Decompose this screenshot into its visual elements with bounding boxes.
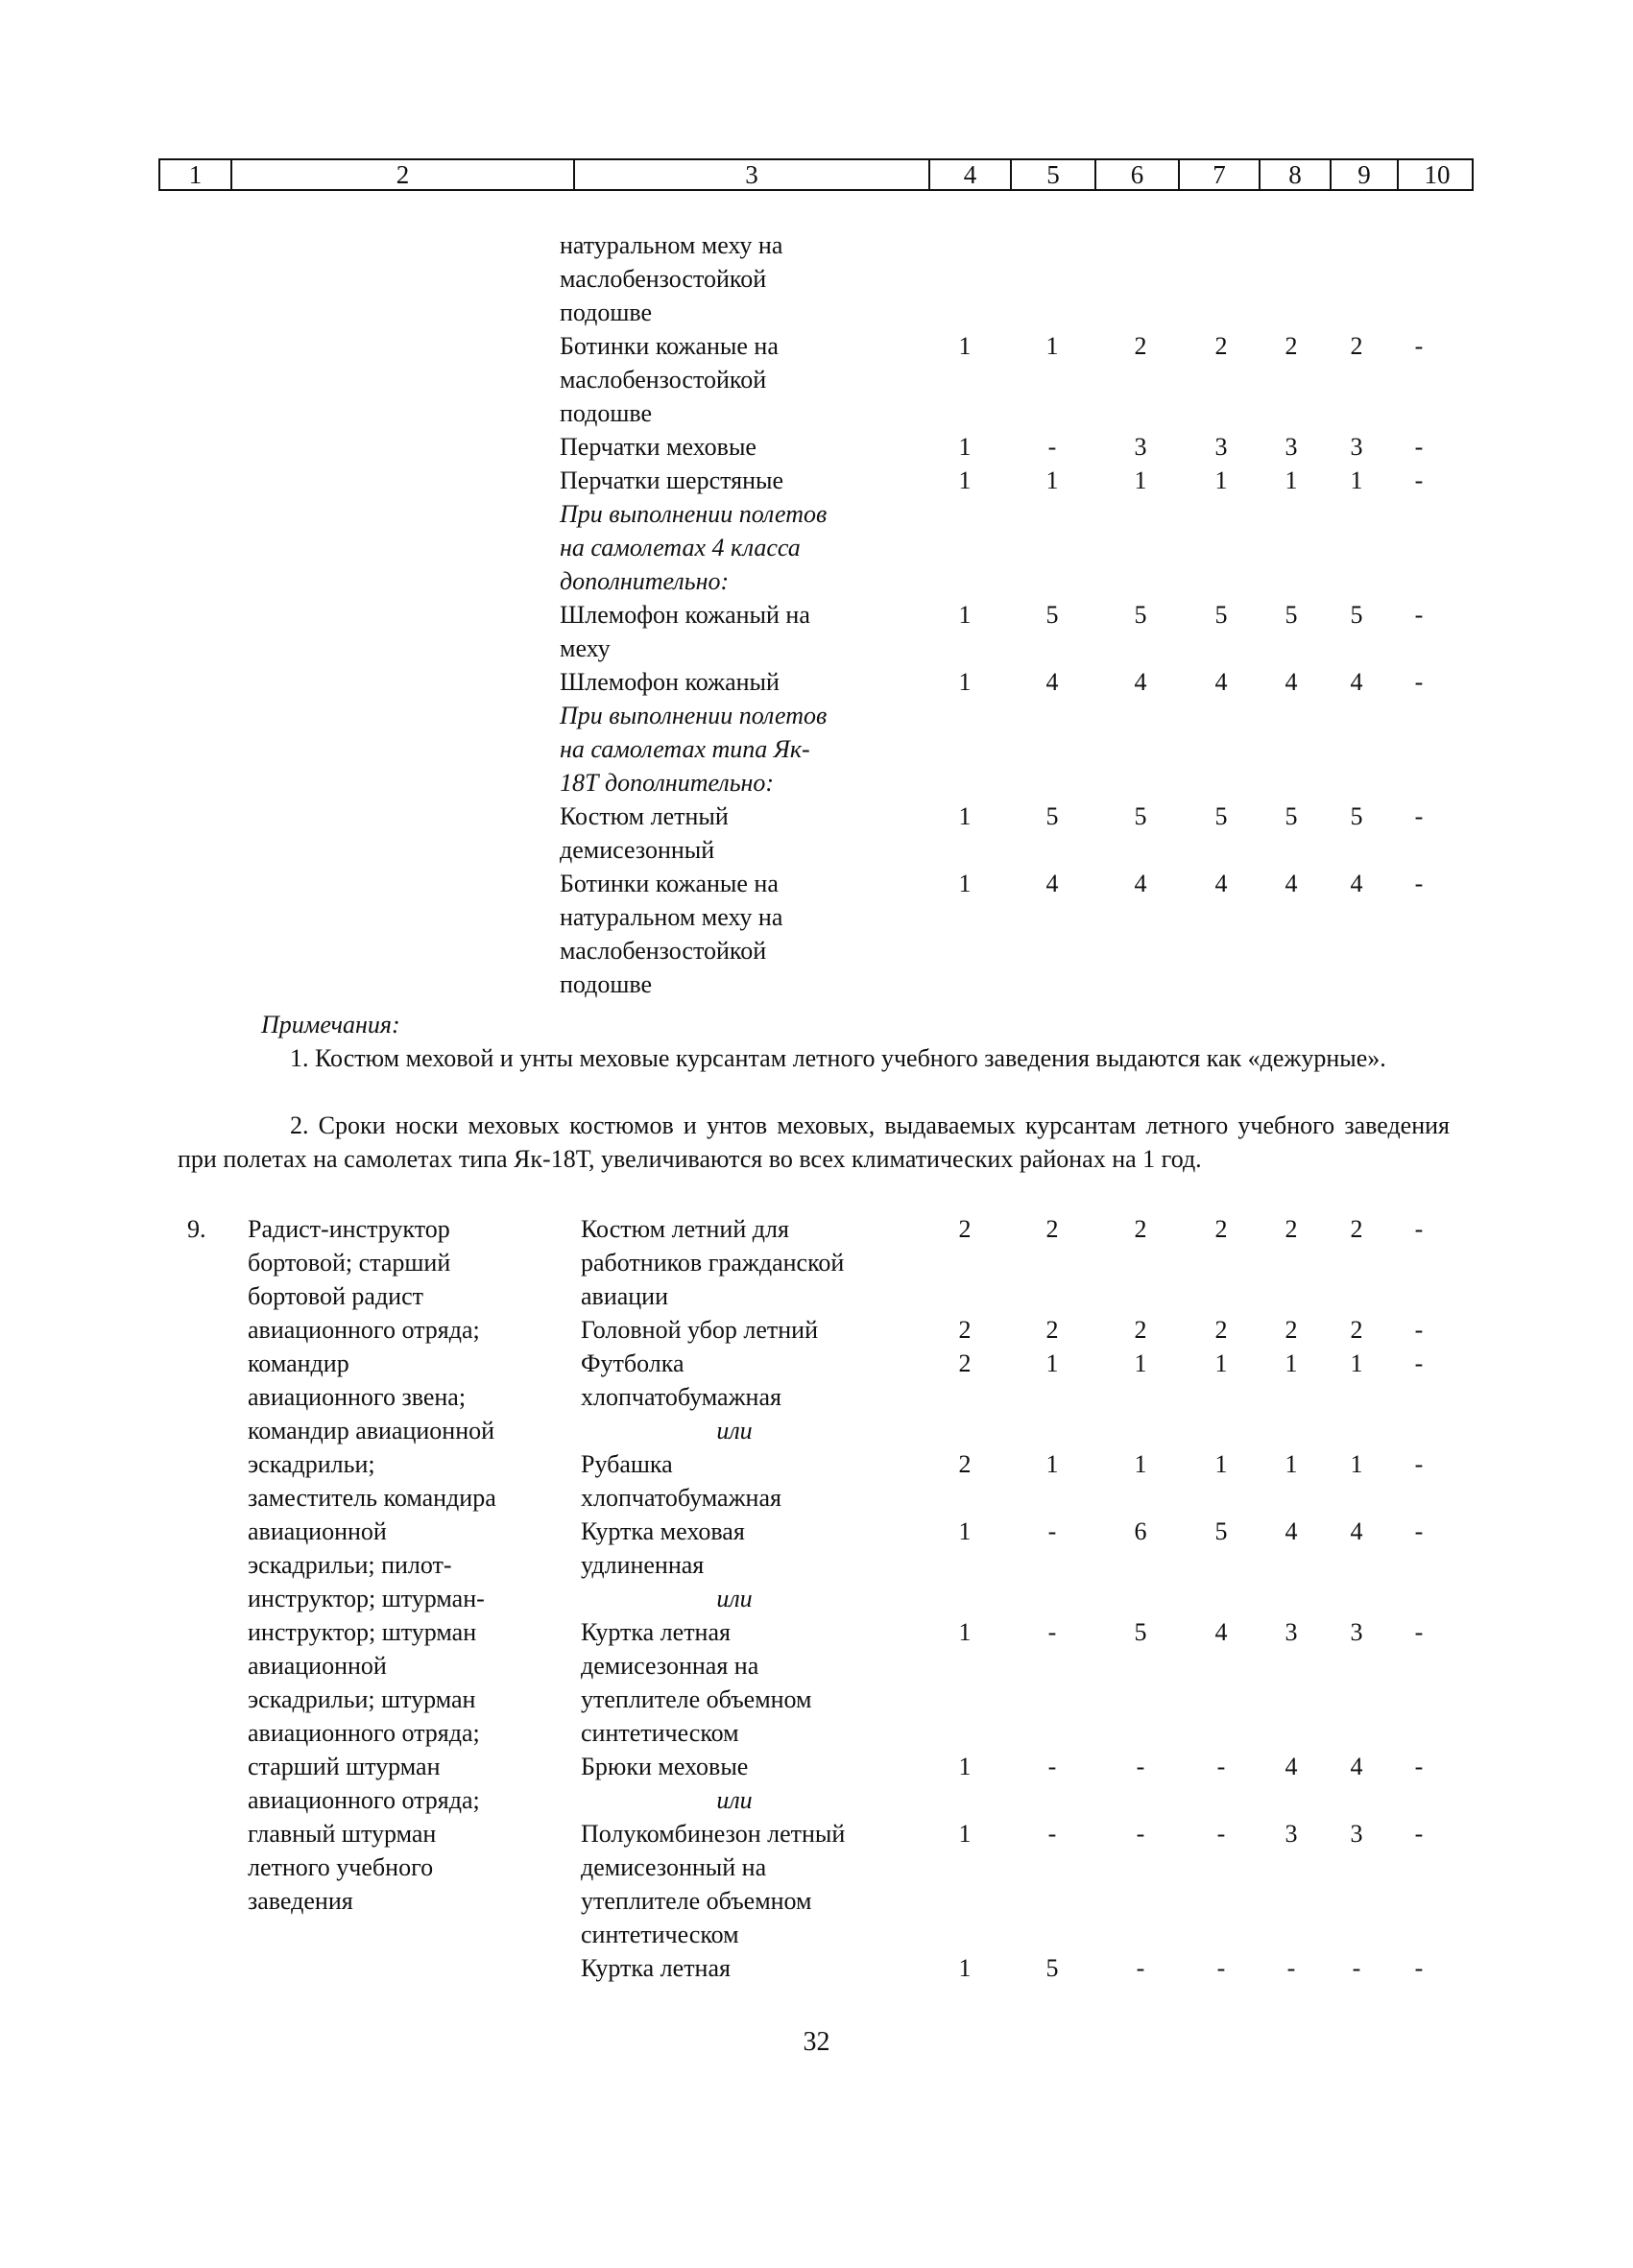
norm-value-col-7: 3	[1214, 433, 1228, 461]
norm-value-col-6: 1	[1134, 466, 1147, 494]
item-name-line: демисезонная на	[581, 1652, 759, 1680]
norm-value-col-10: -	[1414, 1215, 1424, 1243]
position-title-line: бортовой; старший	[248, 1249, 451, 1277]
norm-value-col-5: -	[1047, 433, 1057, 461]
position-title-line: авиационного звена;	[248, 1383, 467, 1411]
norm-value-col-7: 1	[1214, 466, 1228, 494]
norm-value-col-9: 4	[1350, 870, 1363, 897]
norm-value-col-9: 2	[1350, 332, 1363, 360]
column-header-7: 7	[1178, 160, 1259, 189]
norm-value-col-7: 4	[1214, 870, 1228, 897]
column-header-6: 6	[1094, 160, 1178, 189]
item-name-line: на самолетах типа Як-	[560, 735, 810, 763]
item-name-line: При выполнении полетов	[560, 702, 828, 729]
item-name-line: Футболка	[581, 1349, 684, 1377]
item-name-line: синтетическом	[581, 1719, 739, 1747]
column-header-3: 3	[573, 160, 928, 189]
norm-value-col-5: 1	[1045, 466, 1059, 494]
norm-value-col-5: -	[1047, 1618, 1057, 1646]
norm-value-col-6: 2	[1134, 1215, 1147, 1243]
position-title-line: эскадрильи; штурман	[248, 1685, 476, 1713]
norm-value-col-9: 4	[1350, 1517, 1363, 1545]
norm-value-col-7: 5	[1214, 601, 1228, 629]
norm-value-col-6: -	[1136, 1820, 1145, 1848]
norm-value-col-4: 1	[958, 466, 972, 494]
norm-value-col-10: -	[1414, 1349, 1424, 1377]
norm-value-col-9: 5	[1350, 802, 1363, 830]
norm-value-col-4: 1	[958, 1820, 972, 1848]
norm-value-col-4: 1	[958, 601, 972, 629]
item-name-line: Ботинки кожаные на	[560, 332, 779, 360]
norm-value-col-4: 2	[958, 1316, 972, 1344]
norm-value-col-10: -	[1414, 802, 1424, 830]
item-name-line: Полукомбинезон летный	[581, 1820, 846, 1848]
norm-value-col-6: 6	[1134, 1517, 1147, 1545]
norm-value-col-7: -	[1216, 1753, 1226, 1780]
norm-value-col-8: 2	[1285, 1215, 1298, 1243]
item-name-line: демисезонный	[560, 836, 715, 864]
norm-value-col-9: 4	[1350, 668, 1363, 696]
norm-value-col-4: 1	[958, 870, 972, 897]
norm-value-col-4: 1	[958, 668, 972, 696]
norm-value-col-5: 1	[1045, 332, 1059, 360]
norm-value-col-10: -	[1414, 1954, 1424, 1982]
norm-value-col-4: 1	[958, 802, 972, 830]
position-title-line: инструктор; штурман-	[248, 1585, 485, 1612]
item-name-line: меху	[560, 634, 611, 662]
norm-value-col-10: -	[1414, 601, 1424, 629]
norm-value-col-9: -	[1352, 1954, 1361, 1982]
norm-value-col-7: 4	[1214, 668, 1228, 696]
norm-value-col-5: 4	[1045, 870, 1059, 897]
norm-value-col-6: 4	[1134, 870, 1147, 897]
item-name-line: Перчатки меховые	[560, 433, 756, 461]
norm-value-col-5: 2	[1045, 1316, 1059, 1344]
notes-title: Примечания:	[261, 1011, 400, 1039]
norm-value-col-4: 2	[958, 1349, 972, 1377]
norm-value-col-10: -	[1414, 466, 1424, 494]
norm-value-col-8: 4	[1285, 1517, 1298, 1545]
norm-value-col-7: -	[1216, 1820, 1226, 1848]
norm-value-col-8: 5	[1285, 601, 1298, 629]
norm-value-col-4: 1	[958, 1954, 972, 1982]
item-name-line: Костюм летный	[560, 802, 729, 830]
item-name-line: или	[716, 1417, 753, 1444]
column-header-10: 10	[1397, 160, 1476, 189]
norm-value-col-8: 1	[1285, 1450, 1298, 1478]
item-name-line: работников гражданской	[581, 1249, 845, 1277]
position-title-line: Радист-инструктор	[248, 1215, 450, 1243]
item-name-line: удлиненная	[581, 1551, 705, 1579]
norm-value-col-6: 2	[1134, 1316, 1147, 1344]
norm-value-col-6: 5	[1134, 1618, 1147, 1646]
note-paragraph	[178, 1041, 1450, 1075]
column-header-5: 5	[1010, 160, 1094, 189]
norm-value-col-6: 3	[1134, 433, 1147, 461]
norm-value-col-8: 3	[1285, 1820, 1298, 1848]
page-number: 32	[803, 2027, 830, 2057]
item-name-line: или	[716, 1585, 753, 1612]
item-name-line: При выполнении полетов	[560, 500, 828, 528]
column-header-8: 8	[1259, 160, 1330, 189]
norm-value-col-6: 1	[1134, 1349, 1147, 1377]
norm-value-col-5: -	[1047, 1753, 1057, 1780]
norm-value-col-9: 3	[1350, 1618, 1363, 1646]
item-name-line: маслобензостойкой	[560, 265, 767, 293]
column-header-2: 2	[230, 160, 573, 189]
norm-value-col-10: -	[1414, 870, 1424, 897]
norm-value-col-8: 3	[1285, 433, 1298, 461]
position-title-line: летного учебного	[248, 1853, 434, 1881]
norm-value-col-7: 2	[1214, 332, 1228, 360]
norm-value-col-5: 1	[1045, 1450, 1059, 1478]
position-title-line: авиационного отряда;	[248, 1316, 480, 1344]
norm-value-col-5: 5	[1045, 601, 1059, 629]
item-name-line: Костюм летний для	[581, 1215, 789, 1243]
norm-value-col-4: 1	[958, 332, 972, 360]
position-title-line: эскадрильи; пилот-	[248, 1551, 452, 1579]
item-name-line: Перчатки шерстяные	[560, 466, 784, 494]
column-header-1: 1	[188, 160, 203, 189]
item-name-line: авиации	[581, 1282, 669, 1310]
norm-value-col-7: 5	[1214, 802, 1228, 830]
norm-value-col-5: 4	[1045, 668, 1059, 696]
item-name-line: дополнительно:	[560, 567, 730, 595]
item-name-line: подошве	[560, 399, 653, 427]
norm-value-col-7: 2	[1214, 1316, 1228, 1344]
item-name-line: Куртка меховая	[581, 1517, 745, 1545]
item-name-line: маслобензостойкой	[560, 366, 767, 394]
norm-value-col-8: 4	[1285, 668, 1298, 696]
position-title-line: авиационного отряда;	[248, 1786, 480, 1814]
norm-value-col-5: -	[1047, 1517, 1057, 1545]
column-header-row	[158, 158, 1474, 191]
norm-value-col-10: -	[1414, 433, 1424, 461]
column-header-9: 9	[1330, 160, 1397, 189]
item-name-line: Шлемофон кожаный	[560, 668, 780, 696]
norm-value-col-8: 2	[1285, 332, 1298, 360]
norm-value-col-9: 1	[1350, 1450, 1363, 1478]
norm-value-col-9: 5	[1350, 601, 1363, 629]
position-title-line: командир	[248, 1349, 349, 1377]
norm-value-col-8: 5	[1285, 802, 1298, 830]
position-title-line: авиационной	[248, 1652, 387, 1680]
norm-value-col-10: -	[1414, 1820, 1424, 1848]
norm-value-col-8: 1	[1285, 1349, 1298, 1377]
norm-value-col-4: 1	[958, 1753, 972, 1780]
norm-value-col-6: 2	[1134, 332, 1147, 360]
position-title-line: авиационной	[248, 1517, 387, 1545]
norm-value-col-4: 2	[958, 1215, 972, 1243]
norm-value-col-8: 4	[1285, 870, 1298, 897]
norm-value-col-9: 2	[1350, 1215, 1363, 1243]
item-name-line: маслобензостойкой	[560, 937, 767, 965]
norm-value-col-9: 3	[1350, 1820, 1363, 1848]
norm-value-col-8: 1	[1285, 466, 1298, 494]
item-name-line: подошве	[560, 298, 653, 326]
norm-value-col-7: 4	[1214, 1618, 1228, 1646]
item-name-line: или	[716, 1786, 753, 1814]
item-name-line: 18Т дополнительно:	[560, 769, 775, 797]
note-text: 1. Костюм меховой и унты меховые курсантам летного учебного заведения выдаются как «дежурные».	[290, 1044, 1386, 1072]
norm-value-col-10: -	[1414, 668, 1424, 696]
norm-value-col-7: 1	[1214, 1349, 1228, 1377]
norm-value-col-10: -	[1414, 1450, 1424, 1478]
norm-value-col-5: 2	[1045, 1215, 1059, 1243]
norm-value-col-5: 5	[1045, 1954, 1059, 1982]
item-number: 9.	[187, 1215, 206, 1243]
item-name-line: на самолетах 4 класса	[560, 534, 801, 561]
norm-value-col-9: 2	[1350, 1316, 1363, 1344]
position-title-line: старший штурман	[248, 1753, 441, 1780]
norm-value-col-4: 1	[958, 1517, 972, 1545]
norm-value-col-9: 1	[1350, 466, 1363, 494]
item-name-line: Рубашка	[581, 1450, 673, 1478]
norm-value-col-9: 3	[1350, 433, 1363, 461]
norm-value-col-10: -	[1414, 1618, 1424, 1646]
norm-value-col-9: 1	[1350, 1349, 1363, 1377]
item-name-line: Ботинки кожаные на	[560, 870, 779, 897]
position-title-line: эскадрильи;	[248, 1450, 375, 1478]
norm-value-col-6: -	[1136, 1954, 1145, 1982]
norm-value-col-4: 1	[958, 1618, 972, 1646]
norm-value-col-4: 2	[958, 1450, 972, 1478]
item-name-line: хлопчатобумажная	[581, 1484, 781, 1512]
norm-value-col-8: -	[1286, 1954, 1296, 1982]
item-name-line: Куртка летная	[581, 1954, 731, 1982]
item-name-line: синтетическом	[581, 1921, 739, 1948]
norm-value-col-10: -	[1414, 1517, 1424, 1545]
position-title-line: инструктор; штурман	[248, 1618, 477, 1646]
norm-value-col-5: 5	[1045, 802, 1059, 830]
norm-value-col-10: -	[1414, 332, 1424, 360]
item-name-line: Шлемофон кожаный на	[560, 601, 810, 629]
item-name-line: Куртка летная	[581, 1618, 731, 1646]
item-name-line: утеплителе объемном	[581, 1887, 812, 1915]
norm-value-col-6: -	[1136, 1753, 1145, 1780]
item-name-line: Головной убор летний	[581, 1316, 818, 1344]
position-title-line: авиационного отряда;	[248, 1719, 480, 1747]
item-name-line: подошве	[560, 970, 653, 998]
position-title-line: заведения	[248, 1887, 353, 1915]
item-name-line: демисезонный на	[581, 1853, 767, 1881]
note-text: 2. Сроки носки меховых костюмов и унтов меховых, выдаваемых курсантам летного учебного заведения при полетах на самолетах типа Як-18Т, увеличиваются во всех климатических районах на 1 год.	[178, 1111, 1450, 1173]
norm-value-col-6: 5	[1134, 601, 1147, 629]
norm-value-col-7: -	[1216, 1954, 1226, 1982]
column-header-4: 4	[928, 160, 1010, 189]
norm-value-col-6: 4	[1134, 668, 1147, 696]
position-title-line: командир авиационной	[248, 1417, 495, 1444]
position-title-line: бортовой радист	[248, 1282, 424, 1310]
norm-value-col-6: 1	[1134, 1450, 1147, 1478]
item-name-line: натуральном меху на	[560, 231, 783, 259]
norm-value-col-7: 1	[1214, 1450, 1228, 1478]
norm-value-col-6: 5	[1134, 802, 1147, 830]
norm-value-col-9: 4	[1350, 1753, 1363, 1780]
norm-value-col-4: 1	[958, 433, 972, 461]
position-title-line: заместитель командира	[248, 1484, 496, 1512]
item-name-line: Брюки меховые	[581, 1753, 749, 1780]
position-title-line: главный штурман	[248, 1820, 437, 1848]
norm-value-col-10: -	[1414, 1753, 1424, 1780]
norm-value-col-8: 4	[1285, 1753, 1298, 1780]
norm-value-col-5: -	[1047, 1820, 1057, 1848]
item-name-line: натуральном меху на	[560, 903, 783, 931]
item-name-line: хлопчатобумажная	[581, 1383, 781, 1411]
norm-value-col-7: 5	[1214, 1517, 1228, 1545]
norm-value-col-8: 3	[1285, 1618, 1298, 1646]
norm-value-col-10: -	[1414, 1316, 1424, 1344]
item-name-line: утеплителе объемном	[581, 1685, 812, 1713]
note-paragraph	[178, 1109, 1450, 1176]
norm-value-col-8: 2	[1285, 1316, 1298, 1344]
norm-value-col-7: 2	[1214, 1215, 1228, 1243]
norm-value-col-5: 1	[1045, 1349, 1059, 1377]
